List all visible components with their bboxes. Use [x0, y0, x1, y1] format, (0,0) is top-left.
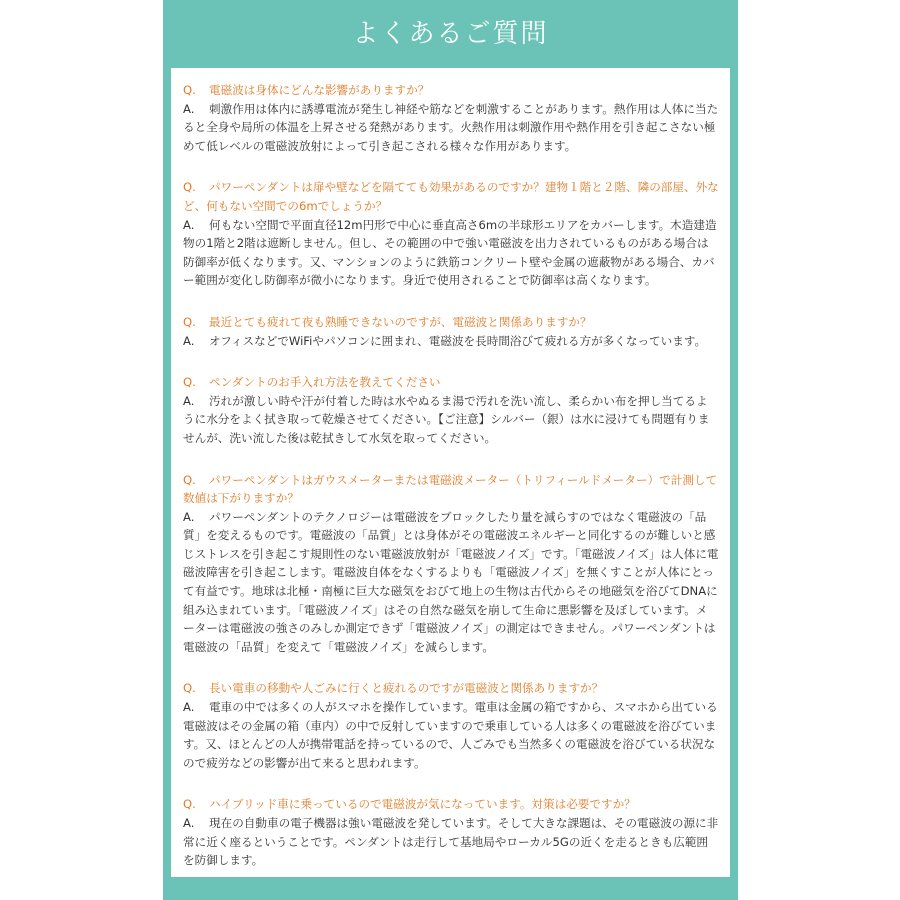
answer-text: 現在の自動車の電子機器は強い電磁波を発しています。そして大きな課題は、その電磁波の源に非常に近く座るということです。ペンダントは走行して基地局やローカル5Gの近くを走るときも広範囲を防御します。 [183, 816, 719, 868]
faq-item [183, 313, 719, 350]
answer-label: A. [183, 509, 195, 524]
faq-question [183, 373, 719, 392]
answer-text: 汚れが激しい時や汗が付着した時は水やぬるま湯で汚れを洗い流し、柔らかい布を押し当てるように水分をよく拭き取って乾燥させてください。【ご注意】シルバー（銀）は水に浸けても問題有りませんが、洗い流した後は乾拭きして水気を取ってください。 [183, 393, 710, 445]
question-text: ハイブリッド車に乗っているので電磁波が気になっています。対策は必要ですか？ [209, 797, 636, 812]
faq-frame [163, 0, 738, 900]
answer-text: オフィスなどでWiFiやパソコンに囲まれ、電磁波を長時間浴びて疲れる方が多くなっています。 [209, 333, 707, 348]
faq-panel [171, 68, 730, 877]
faq-item [183, 679, 719, 772]
answer-text: 電車の中では多くの人がスマホを操作しています。電車は金属の箱ですから、スマホから出ている電磁波はその金属の箱（車内）の中で反射していますので乗車している人は多くの電磁波を浴びています。又、ほとんどの人が携帯電話を持っているので、人ごみでも当然多くの電磁波を浴びている状況なので疲労などの影響が出て来ると思われます。 [183, 700, 718, 770]
question-label: Q. [183, 472, 196, 487]
faq-answer [183, 698, 719, 772]
question-text: 電磁波は身体にどんな影響がありますか？ [209, 83, 430, 97]
question-text: 最近とても疲れて夜も熟睡できないのですが、電磁波と関係ありますか？ [209, 314, 592, 329]
faq-question [183, 313, 719, 332]
answer-text: パワーペンダントのテクノロジーは電磁波をブロックしたり量を減らすのではなく電磁波の「品質」を変えるものです。電磁波の「品質」とは身体がその電磁波エネルギーと同化するのが難しいと感じストレスを引き起こす規則性のない電磁波放射が「電磁波ノイズ」です。「電磁波ノイズ」は人体に電磁波障害を引き起こします。電磁波自体をなくするよりも「電磁波ノイズ」を無くすことが人体にとって有益です。地球は北極・南極に巨大な磁気をおびて地上の生物は古代からその地磁気を浴びてDNAに組み込まれています。「電磁波ノイズ」はその自然な磁気を崩して生命に悪影響を及ぼしています。メーターは電磁波の強さのみしか測定できず「電磁波ノイズ」の測定はできません。パワーペンダントは電磁波の「品質」を変えて「電磁波ノイズ」を減らします。 [183, 509, 719, 654]
faq-question [183, 81, 719, 100]
faq-question [183, 795, 719, 814]
answer-label: A. [183, 333, 195, 348]
faq-question [183, 178, 719, 215]
answer-label: A. [183, 700, 195, 715]
question-label: Q. [183, 797, 196, 812]
answer-label: A. [183, 101, 195, 116]
faq-answer [183, 508, 719, 657]
question-label: Q. [183, 180, 196, 195]
question-label: Q. [183, 83, 196, 97]
question-label: Q. [183, 314, 196, 329]
answer-text: 刺激作用は体内に誘導電流が発生し神経や筋などを刺激することがあります。熱作用は人体に当たると全身や局所の体温を上昇させる発熱があります。火熱作用は刺激作用や熱作用を引き起こさない極めて低レベルの電磁波放射によって引き起こされる様々な作用があります。 [183, 101, 719, 153]
answer-label: A. [183, 816, 195, 830]
question-text: パワーペンダントは扉や壁などを隔てても効果があるのですか？建物１階と２階、隣の部屋、外など、何もない空間での6mでしょうか？ [183, 180, 719, 213]
page-title: よくあるご質問 [352, 19, 549, 49]
answer-text: 何もない空間で平面直径12m円形で中心に垂直高さ6mの半球形エリアをカバーします。木造建造物の1階と2階は遮断しません。但し、その範囲の中で強い電磁波を出力されているものがある場合は防御率が低くなります。又、マンションのように鉄筋コンクリート壁や金属の遮蔽物がある場合、カバー範囲が変化し防御率が微小になります。身近で使用されることで防御率は高くなります。 [183, 217, 717, 288]
question-label: Q. [183, 375, 196, 390]
faq-item [183, 795, 719, 869]
answer-label: A. [183, 393, 195, 408]
faq-answer [183, 392, 719, 448]
faq-item [183, 373, 719, 447]
faq-item [183, 471, 719, 657]
answer-label: A. [183, 217, 195, 232]
question-text: パワーペンダントはガウスメーターまたは電磁波メーター（トリフィールドメーター）で計測して数値は下がりますか？ [183, 472, 718, 506]
faq-question [183, 471, 719, 508]
faq-item [183, 81, 719, 155]
question-text: 長い電車の移動や人ごみに行くと疲れるのですが電磁波と関係ありますか？ [209, 681, 604, 696]
faq-question [183, 679, 719, 698]
faq-answer [183, 216, 719, 290]
faq-item [183, 178, 719, 290]
faq-answer [183, 332, 719, 351]
faq-answer [183, 814, 719, 870]
faq-answer [183, 100, 719, 156]
question-label: Q. [183, 681, 196, 696]
question-text: ペンダントのお手入れ方法を教えてください [209, 375, 441, 390]
